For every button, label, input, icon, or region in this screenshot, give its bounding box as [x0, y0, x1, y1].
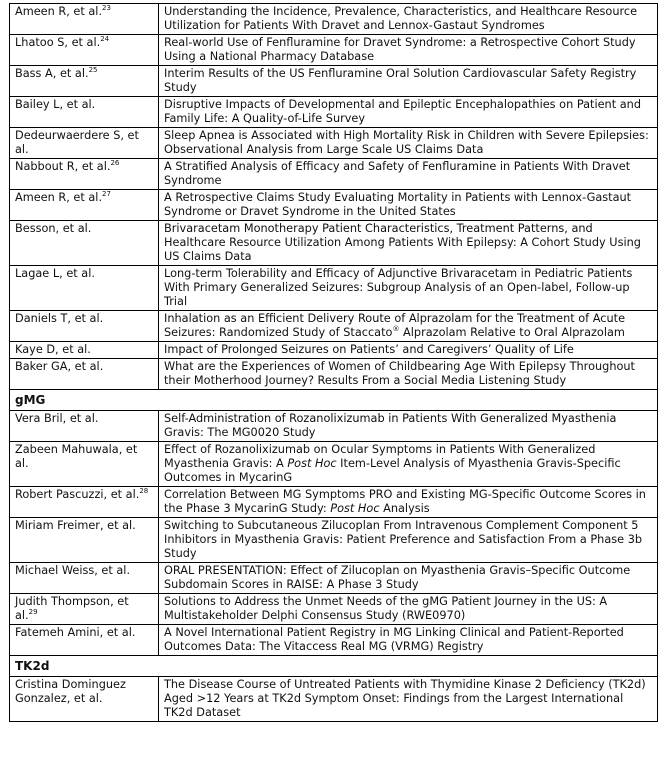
study-title: Real-world Use of Fenfluramine for Dravet Syndrome: a Retrospective Cohort Study Using a National Pharmacy Database: [164, 36, 636, 63]
author-name: Zabeen Mahuwala, et al.: [15, 443, 138, 470]
reference-number: 27: [102, 190, 111, 199]
study-title: Self-Administration of Rozanolixizumab in Patients With Generalized Myasthenia Gravis: The MG0020 Study: [164, 412, 617, 439]
reference-table-container: [9, 3, 657, 722]
author-name: Ameen R, et al.: [15, 191, 103, 204]
author-name: Bailey L, et al.: [15, 98, 96, 111]
reference-row: [10, 66, 658, 97]
author-cell: [10, 266, 159, 311]
study-title-part: Inhalation as an Efficient Delivery Route of Alprazolam for the Treatment of Acute Seizures: Randomized Study of Staccato: [164, 312, 626, 339]
reference-row: [10, 342, 658, 359]
author-name: Bass A, et al.: [15, 67, 89, 80]
title-cell: [159, 97, 658, 128]
reference-table-body: [10, 4, 658, 722]
author-name: Lhatoo S, et al.: [15, 36, 101, 49]
reference-row: [10, 677, 658, 722]
reference-row: [10, 625, 658, 656]
title-cell: [159, 311, 658, 342]
reference-row: [10, 97, 658, 128]
author-name: Judith Thompson, et al.: [15, 595, 129, 622]
study-title: A Stratified Analysis of Efficacy and Safety of Fenfluramine in Patients With Dravet Syndrome: [164, 160, 631, 187]
author-cell: [10, 594, 159, 625]
study-title: The Disease Course of Untreated Patients with Thymidine Kinase 2 Deficiency (TK2d) Aged >12 Years at TK2d Symptom Onset: Findings from the Largest International TK2d Dataset: [164, 678, 646, 719]
reference-row: [10, 159, 658, 190]
reference-number: 29: [28, 608, 38, 617]
study-title: Disruptive Impacts of Developmental and Epileptic Encephalopathies on Patient and Family Life: A Quality-of-Life Survey: [164, 98, 641, 125]
study-title: Understanding the Incidence, Prevalence, Characteristics, and Healthcare Resource Utilization for Patients With Dravet and Lennox-Gastaut Syndromes: [164, 5, 638, 32]
author-cell: [10, 625, 159, 656]
reference-row: [10, 35, 658, 66]
study-title: Interim Results of the US Fenfluramine Oral Solution Cardiovascular Safety Registry Study: [164, 67, 637, 94]
author-cell: [10, 677, 159, 722]
section-name: TK2d: [15, 659, 50, 673]
title-cell: [159, 411, 658, 442]
title-cell: [159, 359, 658, 390]
study-title: Long-term Tolerability and Efficacy of Adjunctive Brivaracetam in Pediatric Patients With Primary Generalized Seizures: Subgroup Analysis of an Open-label, Follow-up Trial: [164, 267, 633, 308]
author-name: Michael Weiss, et al.: [15, 564, 131, 577]
title-cell: [159, 625, 658, 656]
section-header-row: [10, 390, 658, 411]
author-name: Vera Bril, et al.: [15, 412, 99, 425]
author-name: Fatemeh Amini, et al.: [15, 626, 136, 639]
study-title: A Novel International Patient Registry in MG Linking Clinical and Patient-Reported Outcomes Data: The Vitaccess Real MG (VRMG) Registry: [164, 626, 624, 653]
author-cell: [10, 442, 159, 487]
study-title: What are the Experiences of Women of Childbearing Age With Epilepsy Throughout their Motherhood Journey? Results From a Social Media Listening Study: [164, 360, 635, 387]
study-title-part: Effect of Rozanolixizumab on Ocular Symptoms in Patients With Generalized Myasthenia Gravis: A: [164, 443, 596, 470]
reference-row: [10, 442, 658, 487]
title-cell: [159, 4, 658, 35]
section-header: [10, 390, 658, 411]
author-cell: [10, 411, 159, 442]
title-cell: [159, 266, 658, 311]
title-cell: [159, 563, 658, 594]
author-name: Miriam Freimer, et al.: [15, 519, 136, 532]
author-name: Besson, et al.: [15, 222, 92, 235]
author-cell: [10, 487, 159, 518]
title-cell: [159, 677, 658, 722]
reference-number: 25: [88, 66, 98, 75]
reference-row: [10, 266, 658, 311]
reference-row: [10, 128, 658, 159]
author-name: Baker GA, et al.: [15, 360, 104, 373]
author-name: Nabbout R, et al.: [15, 160, 111, 173]
trademark-symbol: ®: [392, 325, 400, 334]
title-cell: [159, 342, 658, 359]
author-cell: [10, 35, 159, 66]
study-title-part: Correlation Between MG Symptoms PRO and Existing MG-Specific Outcome Scores in the Phase 3 MycarinG Study:: [164, 488, 646, 515]
title-cell: [159, 518, 658, 563]
title-cell: [159, 442, 658, 487]
author-cell: [10, 4, 159, 35]
reference-row: [10, 190, 658, 221]
author-name: Cristina Dominguez Gonzalez, et al.: [15, 678, 126, 705]
study-title: ORAL PRESENTATION: Effect of Zilucoplan on Myasthenia Gravis–Specific Outcome Subdomain Scores in RAISE: A Phase 3 Study: [164, 564, 631, 591]
study-title: Sleep Apnea is Associated with High Mortality Risk in Children with Severe Epilepsies: Observational Analysis from Large Scale US Claims Data: [164, 129, 649, 156]
author-name: Ameen R, et al.: [15, 5, 103, 18]
reference-number: 24: [100, 35, 110, 44]
study-title: Impact of Prolonged Seizures on Patients’ and Caregivers’ Quality of Life: [164, 343, 574, 356]
study-title-part-end: Analysis: [379, 502, 430, 515]
author-cell: [10, 518, 159, 563]
author-cell: [10, 221, 159, 266]
author-name: Lagae L, et al.: [15, 267, 95, 280]
study-title-part-end: Item-Level Analysis of Myasthenia Gravis-Specific Outcomes in MycarinG: [164, 457, 621, 484]
title-cell: [159, 35, 658, 66]
author-name: Kaye D, et al.: [15, 343, 91, 356]
author-name: Dedeurwaerdere S, et al.: [15, 129, 139, 156]
reference-row: [10, 518, 658, 563]
author-name: Robert Pascuzzi, et al.: [15, 488, 140, 501]
title-cell: [159, 159, 658, 190]
study-title-italic: Post Hoc: [330, 502, 380, 515]
reference-number: 23: [102, 4, 111, 13]
reference-row: [10, 411, 658, 442]
author-cell: [10, 159, 159, 190]
author-cell: [10, 563, 159, 594]
author-name: Daniels T, et al.: [15, 312, 104, 325]
study-title: Brivaracetam Monotherapy Patient Characteristics, Treatment Patterns, and Healthcare Resource Utilization Among Patients With Epilepsy: A Cohort Study Using US Claims Data: [164, 222, 641, 263]
section-header: [10, 656, 658, 677]
study-title: Solutions to Address the Unmet Needs of the gMG Patient Journey in the US: A Multistakeholder Delphi Consensus Study (RWE0970): [164, 595, 608, 622]
reference-number: 28: [139, 487, 149, 496]
author-cell: [10, 128, 159, 159]
reference-table: [9, 3, 658, 722]
reference-number: 26: [110, 159, 120, 168]
reference-row: [10, 221, 658, 266]
reference-row: [10, 594, 658, 625]
reference-row: [10, 359, 658, 390]
reference-row: [10, 487, 658, 518]
author-cell: [10, 359, 159, 390]
study-title-italic: Post Hoc: [287, 457, 337, 470]
section-name: gMG: [15, 393, 46, 407]
title-cell: [159, 594, 658, 625]
study-title-part-end: Alprazolam Relative to Oral Alprazolam: [399, 326, 625, 339]
reference-row: [10, 4, 658, 35]
title-cell: [159, 487, 658, 518]
title-cell: [159, 190, 658, 221]
author-cell: [10, 311, 159, 342]
author-cell: [10, 66, 159, 97]
author-cell: [10, 97, 159, 128]
author-cell: [10, 342, 159, 359]
author-cell: [10, 190, 159, 221]
study-title: Switching to Subcutaneous Zilucoplan From Intravenous Complement Component 5 Inhibitors in Myasthenia Gravis: Patient Preference and Satisfaction From a Phase 3b Study: [164, 519, 643, 560]
reference-row: [10, 311, 658, 342]
reference-row: [10, 563, 658, 594]
study-title: A Retrospective Claims Study Evaluating Mortality in Patients with Lennox-Gastaut Syndrome or Dravet Syndrome in the United States: [164, 191, 632, 218]
title-cell: [159, 221, 658, 266]
title-cell: [159, 66, 658, 97]
title-cell: [159, 128, 658, 159]
section-header-row: [10, 656, 658, 677]
